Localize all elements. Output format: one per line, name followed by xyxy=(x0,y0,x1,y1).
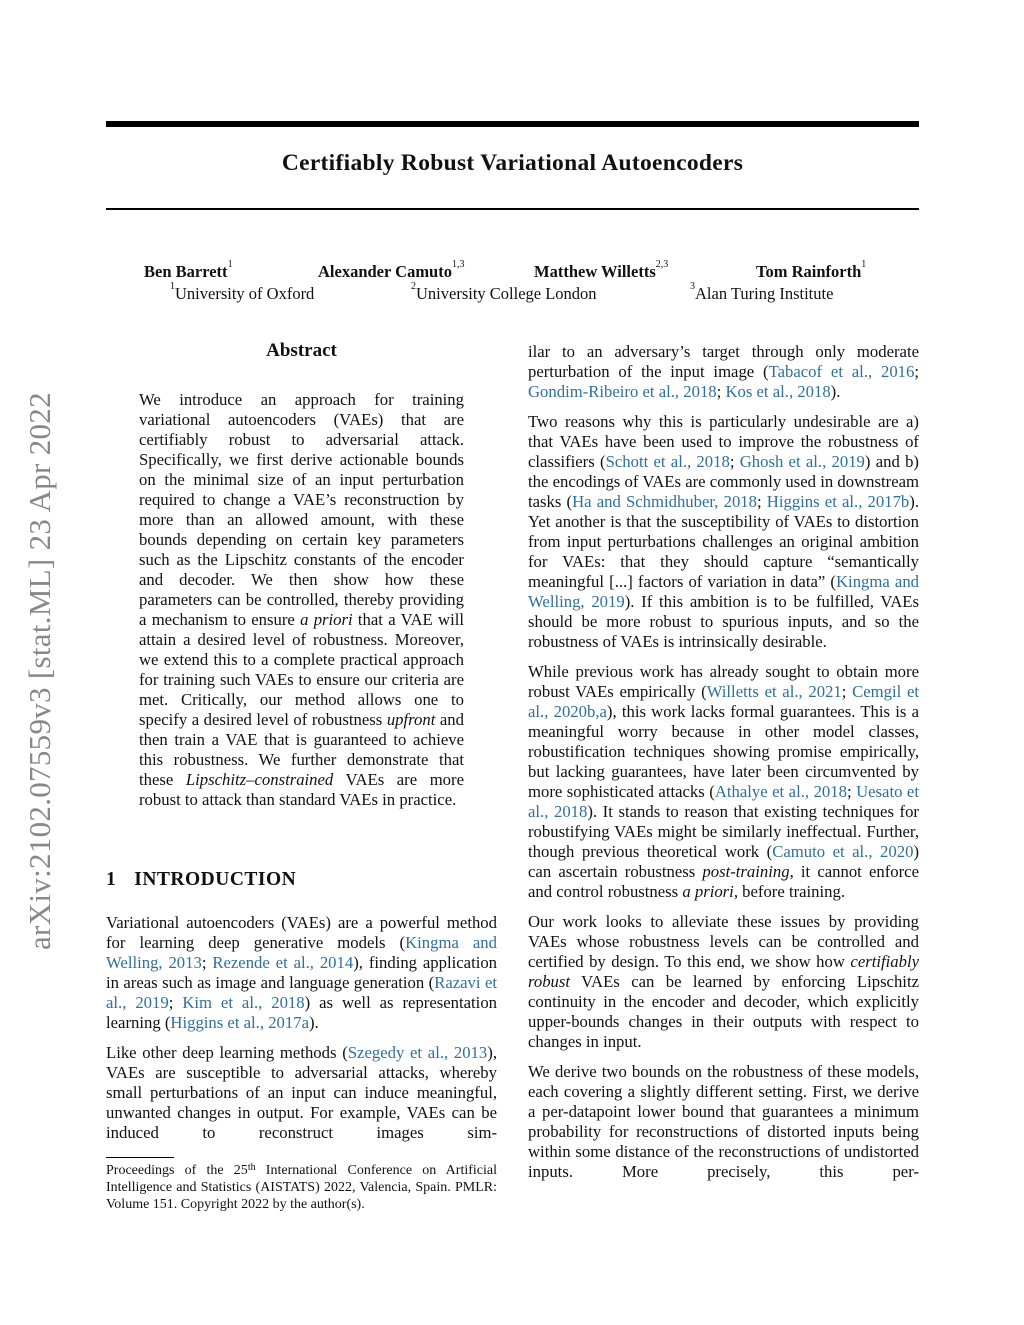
author-name: Tom Rainforth xyxy=(756,262,862,281)
text-run: ), VAEs are susceptible to adversarial attacks, whereby small perturbations of an input can induce meaningful, unwanted changes in output. For example, VAEs can be induced to reconstruct images sim- xyxy=(106,1043,497,1142)
footnote-rule xyxy=(106,1157,174,1158)
citation-link[interactable]: Kos et al., 2018 xyxy=(725,382,831,401)
emphasis-text: a priori xyxy=(682,882,734,901)
text-run: , it cannot enforce and control robustness xyxy=(528,862,919,901)
citation-link[interactable]: Cemgil et al., 2020b,a xyxy=(528,682,919,721)
section-number: 1 xyxy=(106,869,117,890)
text-run: ; xyxy=(729,452,740,471)
text-run: ) can ascertain robustness xyxy=(528,842,919,881)
title-rule-top xyxy=(106,121,919,127)
affiliation-name: University of Oxford xyxy=(175,284,315,303)
text-run: ) and b) the encodings of VAEs are commonly used in downstream tasks ( xyxy=(528,452,919,511)
citation-link[interactable]: Higgins et al., 2017b xyxy=(766,492,910,511)
author xyxy=(318,259,465,282)
citation-link[interactable]: Uesato et al., 2018 xyxy=(528,782,919,821)
author-sup: 2,3 xyxy=(655,259,669,270)
title-rule-bottom xyxy=(106,208,919,210)
author-name: Matthew Willetts xyxy=(534,262,656,281)
section-title: INTRODUCTION xyxy=(134,869,297,890)
paragraph xyxy=(528,662,919,902)
paragraph xyxy=(528,412,919,652)
citation-link[interactable]: Tabacof et al., 2016 xyxy=(768,362,915,381)
author-sup: 1 xyxy=(227,259,233,270)
citation-link[interactable]: Athalye et al., 2018 xyxy=(714,782,847,801)
text-run: VAEs are more robust to attack than standard VAEs in practice. xyxy=(139,770,464,809)
text-run: We introduce an approach for training variational autoencoders (VAEs) that are certifiably robust to adversarial attack. Specifically, we first derive actionable bounds on the minimal size of an input perturbation required to change a VAE’s reconstruction by more than an allowed amount, with these bounds depending on certain key parameters such as the Lipschitz constants of the encoder and decoder. We then show how these parameters can be controlled, thereby providing a mechanism to ensure xyxy=(139,390,464,629)
citation-link[interactable]: Szegedy et al., 2013 xyxy=(347,1043,488,1062)
author xyxy=(756,259,867,282)
emphasis-text: certifiably robust xyxy=(528,952,919,991)
affiliation xyxy=(170,281,315,304)
author xyxy=(534,259,669,282)
affiliation-sup: 1 xyxy=(170,281,175,292)
citation-link[interactable]: Camuto et al., 2020 xyxy=(772,842,914,861)
citation-link[interactable]: Gondim-Ribeiro et al., 2018 xyxy=(528,382,717,401)
text-run: Like other deep learning methods ( xyxy=(106,1043,348,1062)
text-run: While previous work has already sought to obtain more robust VAEs empirically ( xyxy=(528,662,919,701)
paragraph xyxy=(528,1062,919,1182)
text-run: ), this work lacks formal guarantees. This is a meaningful worry because in other model classes, robustification techniques showing promise empirically, but lacking guarantees, have later been circumvented by more sophisticated attacks ( xyxy=(528,702,919,801)
paragraph xyxy=(106,1043,497,1143)
text-run: Two reasons why this is particularly undesirable are a) that VAEs have been used to improve the robustness of classifiers ( xyxy=(528,412,919,471)
citation-link[interactable]: Kingma and Welling, 2019 xyxy=(528,572,920,611)
affiliation-name: University College London xyxy=(416,284,597,303)
text-run: ). xyxy=(830,382,841,401)
abstract-heading: Abstract xyxy=(266,340,337,361)
footnote-text: International Conference on Artificial Intelligence and Statistics (AISTATS) 2022, Valencia, Spain. PMLR: Volume 151. Copyright 2022 by the author(s). xyxy=(106,1163,497,1212)
text-run: VAEs can be learned by enforcing Lipschitz continuity in the encoder and decoder, which explicitly upper-bounds changes in their outputs with respect to changes in input. xyxy=(528,972,919,1051)
affiliation-name: Alan Turing Institute xyxy=(695,284,834,303)
affiliation xyxy=(411,281,597,304)
paragraph xyxy=(106,913,497,1033)
abstract-paragraph xyxy=(139,390,464,810)
emphasis-text: upfront xyxy=(386,710,436,729)
citation-link[interactable]: Ha and Schmidhuber, 2018 xyxy=(572,492,757,511)
paragraph xyxy=(528,342,919,402)
text-run: ; xyxy=(841,682,853,701)
affiliation-sup: 3 xyxy=(690,281,695,292)
citation-link[interactable]: Kingma and Welling, 2013 xyxy=(106,933,497,972)
text-run: ; xyxy=(716,382,726,401)
text-run: ; xyxy=(757,492,767,511)
author-name: Ben Barrett xyxy=(144,262,228,281)
emphasis-text: post-training xyxy=(702,862,790,881)
right-column-body xyxy=(528,342,919,1192)
text-run: ilar to an adversary’s target through only moderate perturbation of the input image ( xyxy=(528,342,919,381)
footnote-sup: th xyxy=(247,1162,256,1173)
citation-link[interactable]: Schott et al., 2018 xyxy=(605,452,730,471)
text-run: ; xyxy=(846,782,857,801)
citation-link[interactable]: Rezende et al., 2014 xyxy=(212,953,354,972)
citation-link[interactable]: Higgins et al., 2017a xyxy=(170,1013,309,1032)
citation-link[interactable]: Willetts et al., 2021 xyxy=(706,682,842,701)
text-run: ). If this ambition is to be fulfilled, VAEs should be more robust to spurious inputs, and so the robustness of VAEs is intrinsically desirable. xyxy=(528,592,919,651)
text-run: ; xyxy=(914,362,919,381)
text-run: , before training. xyxy=(733,882,846,901)
emphasis-text: Lipschitz–constrained xyxy=(185,770,334,789)
paragraph xyxy=(528,912,919,1052)
paper-title: Certifiably Robust Variational Autoencoders xyxy=(281,150,744,176)
text-run: Our work looks to alleviate these issues by providing VAEs whose robustness levels can be controlled and certified by design. To this end, we show how xyxy=(528,912,919,971)
text-run: ; xyxy=(201,953,213,972)
citation-link[interactable]: Ghosh et al., 2019 xyxy=(739,452,865,471)
text-run: Variational autoencoders (VAEs) are a powerful method for learning deep generative models ( xyxy=(106,913,497,952)
text-run: ; xyxy=(168,993,183,1012)
arxiv-identifier: arXiv:2102.07559v3 [stat.ML] 23 Apr 2022 xyxy=(22,392,57,950)
text-run: ), finding application in areas such as image and language generation ( xyxy=(106,953,498,992)
author xyxy=(144,259,233,282)
footnote xyxy=(106,1162,497,1213)
footnote-text: Proceedings of the 25 xyxy=(106,1163,248,1178)
text-run: ). Yet another is that the susceptibility of VAEs to distortion from input perturbations challenges an original ambition for VAEs: that they should capture “semantically meaningful [...] factors of variation in data” ( xyxy=(528,492,920,591)
text-run: and then train a VAE that is guaranteed to achieve this robustness. We further demonstrate that these xyxy=(139,710,464,789)
emphasis-text: a priori xyxy=(300,610,353,629)
citation-link[interactable]: Razavi et al., 2019 xyxy=(106,973,497,1012)
text-run: ). It stands to reason that existing techniques for robustifying VAEs might be similarly ineffectual. Further, though previous theoretical work ( xyxy=(528,802,919,861)
author-sup: 1 xyxy=(861,259,867,270)
text-run: ) as well as representation learning ( xyxy=(106,993,498,1032)
author-name: Alexander Camuto xyxy=(318,262,452,281)
text-run: ). xyxy=(308,1013,319,1032)
text-run: We derive two bounds on the robustness of these models, each covering a slightly different setting. First, we derive a per-datapoint lower bound that guarantees a minimum probability for reconstructions of distorted inputs being within some distance of the reconstructions of undistorted inputs. More precisely, this per- xyxy=(528,1062,919,1181)
text-run: that a VAE will attain a desired level of robustness. Moreover, we extend this to a complete practical approach for training such VAEs to ensure our criteria are met. Critically, our method allows one to specify a desired level of robustness xyxy=(139,610,464,729)
citation-link[interactable]: Kim et al., 2018 xyxy=(182,993,305,1012)
left-column-body xyxy=(106,913,497,1153)
affiliation xyxy=(690,281,834,304)
affiliation-sup: 2 xyxy=(411,281,416,292)
abstract-body xyxy=(139,390,464,820)
section-heading xyxy=(106,869,314,891)
author-sup: 1,3 xyxy=(451,259,465,270)
